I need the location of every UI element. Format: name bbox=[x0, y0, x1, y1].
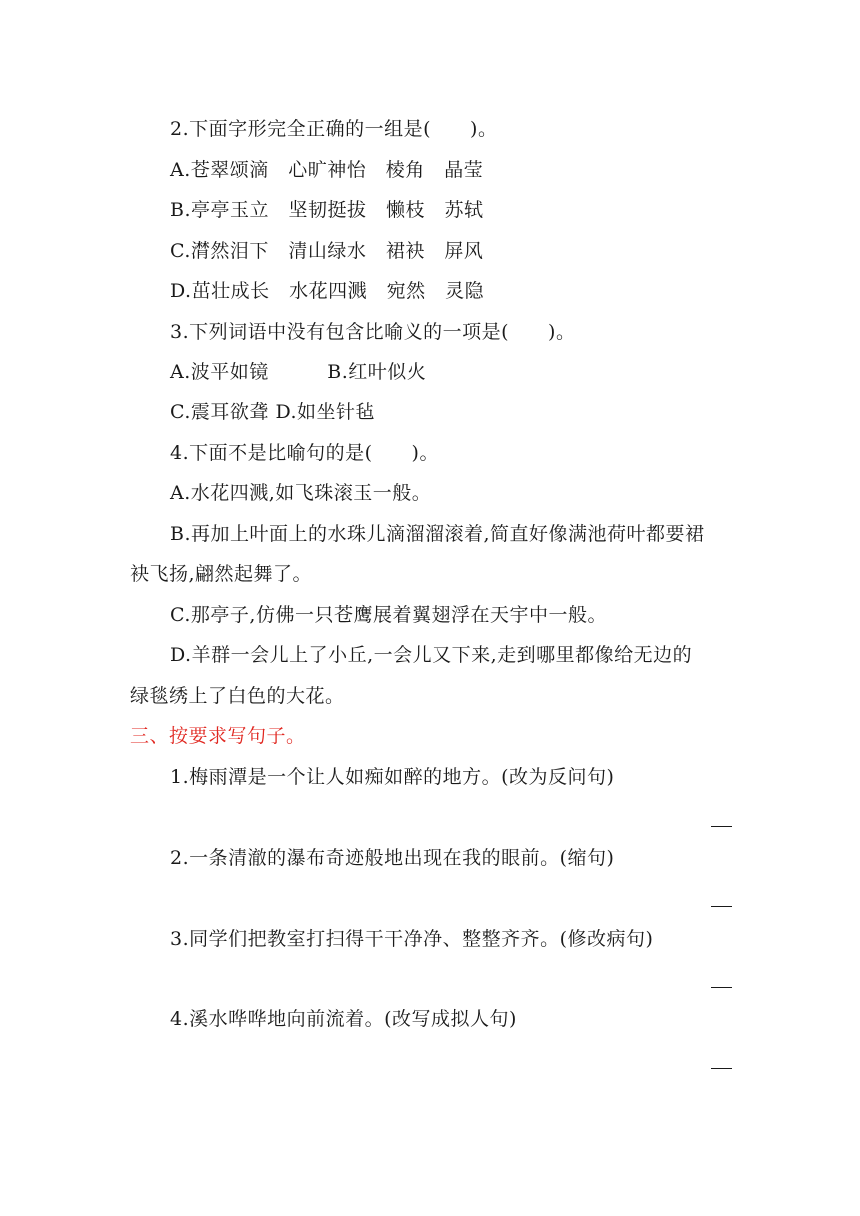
q2-option-b: B.亭亭玉立 坚韧挺拔 懒枝 苏轼 bbox=[170, 199, 484, 221]
q2-stem: 2.下面字形完全正确的一组是( )。 bbox=[170, 118, 498, 140]
q4-option-d-line1: D.羊群一会儿上了小丘,一会儿又下来,走到哪里都像给无边的 bbox=[170, 644, 693, 666]
q2-option-a: A.苍翠颂滴 心旷神怡 棱角 晶莹 bbox=[170, 159, 484, 181]
q3-options-cd: C.震耳欲聋 D.如坐针毡 bbox=[170, 401, 376, 423]
answer-line-3 bbox=[711, 987, 732, 988]
rewrite-item-3: 3.同学们把教室打扫得干干净净、整整齐齐。(修改病句) bbox=[170, 928, 654, 950]
q3-options-ab: A.波平如镜 B.红叶似火 bbox=[170, 361, 427, 383]
rewrite-item-4: 4.溪水哗哗地向前流着。(改写成拟人句) bbox=[170, 1008, 517, 1030]
q4-option-b-line2: 袂飞扬,翩然起舞了。 bbox=[130, 563, 313, 585]
q2-option-c: C.潸然泪下 清山绿水 裙袂 屏风 bbox=[170, 240, 484, 262]
q4-option-a: A.水花四溅,如飞珠滚玉一般。 bbox=[170, 482, 432, 504]
q4-option-b-line1: B.再加上叶面上的水珠儿滴溜溜滚着,简直好像满池荷叶都要裙 bbox=[170, 523, 705, 545]
answer-line-4 bbox=[711, 1068, 732, 1069]
q4-option-d-line2: 绿毯绣上了白色的大花。 bbox=[130, 685, 345, 707]
q3-stem: 3.下列词语中没有包含比喻义的一项是( )。 bbox=[170, 321, 576, 343]
q2-option-d: D.茁壮成长 水花四溅 宛然 灵隐 bbox=[170, 280, 485, 302]
section-3-heading: 三、按要求写句子。 bbox=[130, 725, 306, 747]
q4-stem: 4.下面不是比喻句的是( )。 bbox=[170, 442, 439, 464]
answer-line-1 bbox=[711, 826, 732, 827]
rewrite-item-1: 1.梅雨潭是一个让人如痴如醉的地方。(改为反问句) bbox=[170, 766, 615, 788]
answer-line-2 bbox=[711, 906, 732, 907]
rewrite-item-2: 2.一条清澈的瀑布奇迹般地出现在我的眼前。(缩句) bbox=[170, 847, 615, 869]
q4-option-c: C.那亭子,仿佛一只苍鹰展着翼翅浮在天宇中一般。 bbox=[170, 604, 607, 626]
